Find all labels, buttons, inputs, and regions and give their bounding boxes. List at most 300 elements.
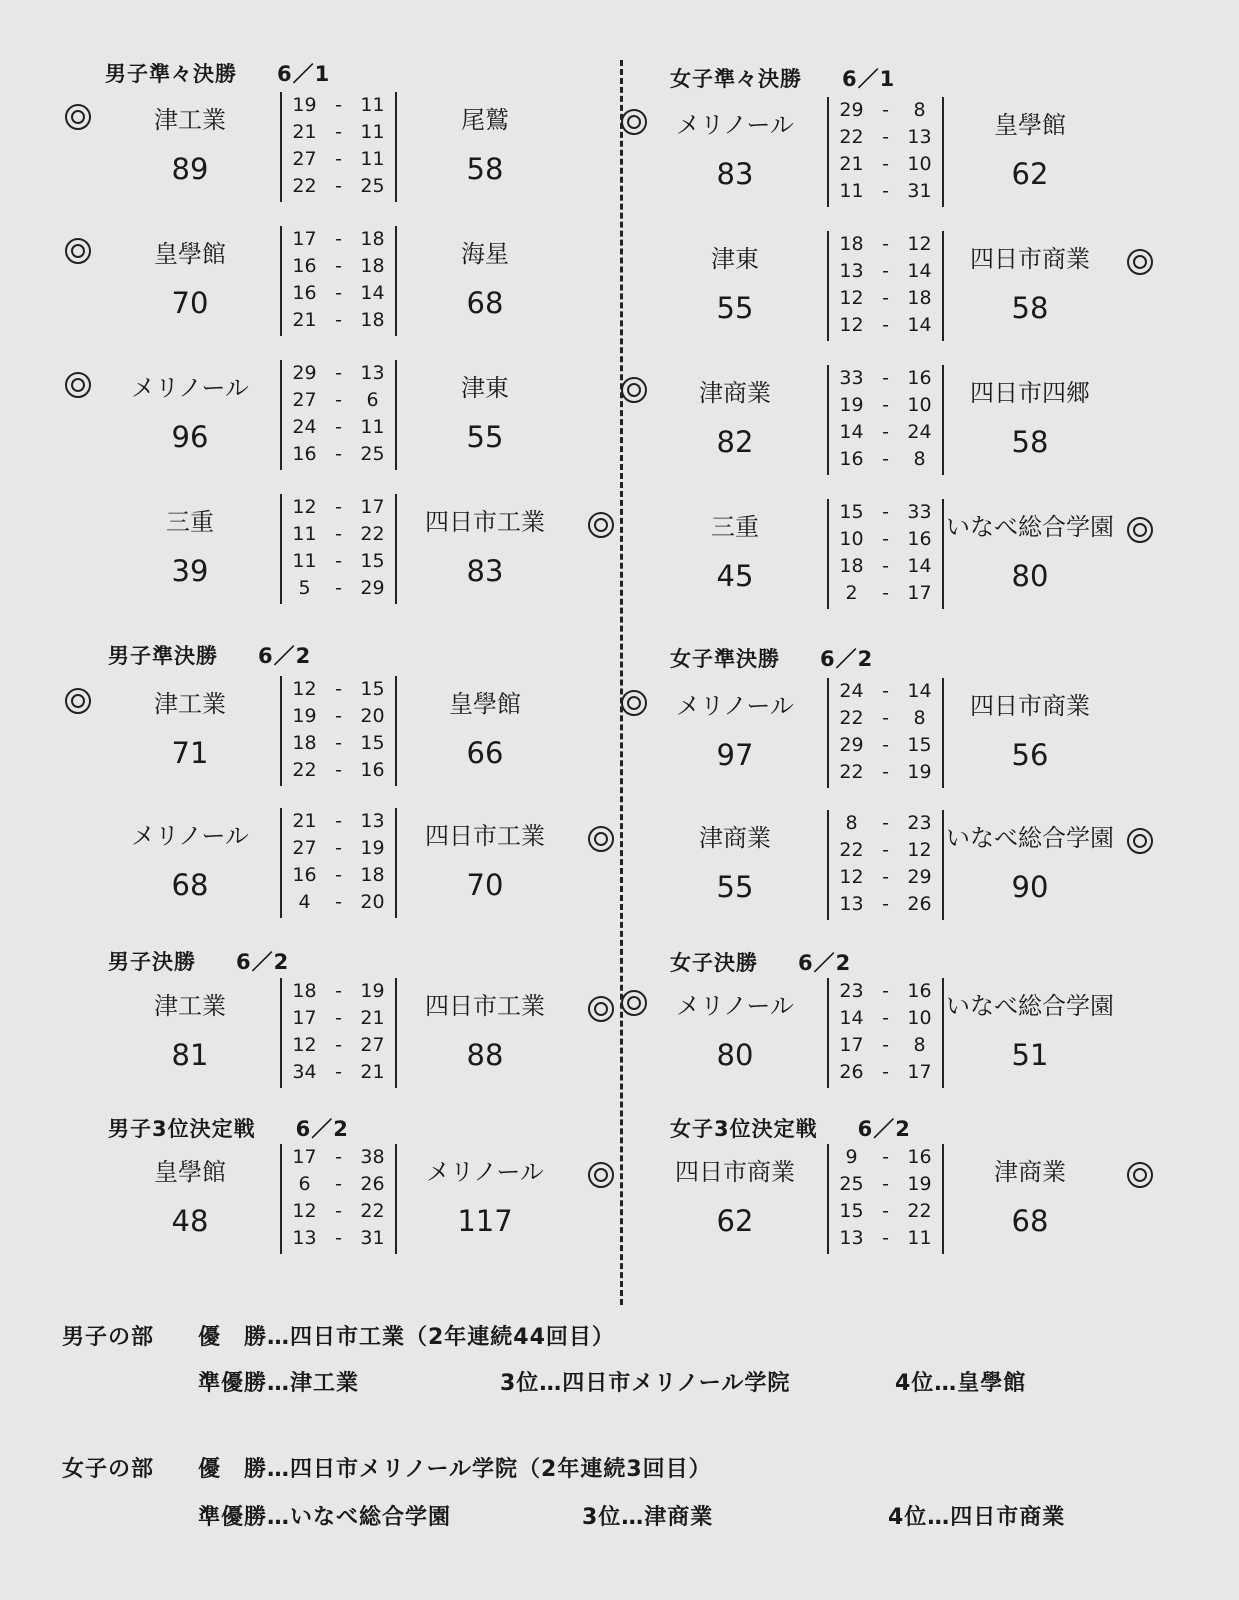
score-separator: - <box>335 255 342 277</box>
game-result <box>0 808 600 920</box>
quarter-score-away: 10 <box>907 1007 932 1029</box>
quarter-row <box>282 757 395 784</box>
score-separator: - <box>335 523 342 545</box>
score-separator: - <box>335 228 342 250</box>
quarter-score-home: 14 <box>839 1007 864 1029</box>
quarter-row <box>829 446 942 473</box>
quarter-score-home: 12 <box>839 314 864 336</box>
score-separator: - <box>882 839 889 861</box>
total-away: 58 <box>1011 425 1049 459</box>
quarter-score-home: 21 <box>292 810 317 832</box>
score-separator: - <box>882 448 889 470</box>
girls-third: 3位…津商業 <box>582 1505 714 1530</box>
quarter-row <box>282 835 395 862</box>
quarter-score-home: 27 <box>292 148 317 170</box>
score-separator: - <box>882 582 889 604</box>
quarter-score-away: 17 <box>907 582 932 604</box>
quarter-scores <box>280 676 397 786</box>
quarter-score-home: 23 <box>839 980 864 1002</box>
score-separator: - <box>882 287 889 309</box>
quarter-score-away: 24 <box>907 421 932 443</box>
score-separator: - <box>882 1173 889 1195</box>
quarter-score-away: 10 <box>907 394 932 416</box>
quarter-score-home: 12 <box>292 496 317 518</box>
team-away: 四日市工業 <box>425 822 545 850</box>
score-separator: - <box>882 99 889 121</box>
score-separator: - <box>882 421 889 443</box>
score-separator: - <box>335 550 342 572</box>
score-separator: - <box>335 1061 342 1083</box>
quarter-score-away: 8 <box>913 1034 926 1056</box>
team-away: メリノール <box>426 1158 544 1186</box>
total-home: 81 <box>171 1038 209 1072</box>
section-title <box>108 946 289 976</box>
quarter-score-home: 4 <box>298 891 311 913</box>
quarter-row <box>829 499 942 526</box>
section-label: 女子決勝 <box>670 951 758 975</box>
quarter-row <box>282 1059 395 1086</box>
quarter-scores <box>827 1144 944 1254</box>
total-away: 68 <box>466 286 504 320</box>
score-separator: - <box>882 893 889 915</box>
team-home: 四日市商業 <box>675 1158 795 1186</box>
winner-mark-icon <box>621 690 647 716</box>
quarter-score-away: 6 <box>366 389 379 411</box>
quarter-score-home: 34 <box>292 1061 317 1083</box>
quarter-scores <box>280 226 397 336</box>
quarter-row <box>829 978 942 1005</box>
boys-column <box>0 0 600 1300</box>
team-away: いなべ総合学園 <box>946 824 1114 852</box>
quarter-score-home: 16 <box>292 282 317 304</box>
quarter-score-away: 15 <box>360 678 385 700</box>
quarter-score-away: 13 <box>907 126 932 148</box>
quarter-row <box>829 705 942 732</box>
total-home: 71 <box>171 736 209 770</box>
boys-champion: 優 勝…四日市工業（2年連続44回目） <box>198 1325 615 1350</box>
boys-runner-up: 準優勝…津工業 <box>198 1371 360 1396</box>
winner-mark-icon <box>621 109 647 135</box>
quarter-score-home: 26 <box>839 1061 864 1083</box>
quarter-score-away: 14 <box>907 555 932 577</box>
quarter-score-away: 11 <box>907 1227 932 1249</box>
team-home: 津商業 <box>699 379 771 407</box>
quarter-score-home: 15 <box>839 1200 864 1222</box>
score-separator: - <box>882 555 889 577</box>
total-home: 45 <box>716 559 754 593</box>
quarter-row <box>282 253 395 280</box>
quarter-row <box>829 124 942 151</box>
score-separator: - <box>335 1007 342 1029</box>
team-away: 四日市四郷 <box>970 379 1090 407</box>
score-separator: - <box>335 891 342 913</box>
winner-mark-icon <box>65 238 91 264</box>
quarter-score-away: 21 <box>360 1061 385 1083</box>
quarter-score-away: 18 <box>907 287 932 309</box>
total-away: 70 <box>466 868 504 902</box>
girls-column <box>610 0 1210 1300</box>
game-result <box>0 92 600 204</box>
quarter-row <box>282 307 395 334</box>
quarter-row <box>282 1032 395 1059</box>
quarter-scores <box>280 1144 397 1254</box>
quarter-score-home: 12 <box>292 678 317 700</box>
winner-mark-icon <box>1127 1162 1153 1188</box>
score-separator: - <box>335 864 342 886</box>
section-label: 女子3位決定戦 <box>670 1117 818 1141</box>
quarter-score-home: 12 <box>839 287 864 309</box>
quarter-row <box>282 441 395 468</box>
score-separator: - <box>882 126 889 148</box>
score-separator: - <box>335 705 342 727</box>
team-home: メリノール <box>131 822 249 850</box>
quarter-scores <box>827 678 944 788</box>
score-separator: - <box>882 260 889 282</box>
quarter-score-home: 12 <box>292 1034 317 1056</box>
game-result <box>605 499 1205 611</box>
quarter-score-away: 11 <box>360 94 385 116</box>
game-result <box>0 676 600 788</box>
score-separator: - <box>882 707 889 729</box>
team-home: メリノール <box>676 111 794 139</box>
quarter-score-away: 11 <box>360 121 385 143</box>
quarter-score-away: 14 <box>360 282 385 304</box>
quarter-row <box>282 494 395 521</box>
quarter-score-away: 33 <box>907 501 932 523</box>
score-separator: - <box>882 1061 889 1083</box>
quarter-row <box>282 1144 395 1171</box>
quarter-score-home: 27 <box>292 837 317 859</box>
score-separator: - <box>882 501 889 523</box>
quarter-score-home: 24 <box>839 680 864 702</box>
score-separator: - <box>882 314 889 336</box>
quarter-score-home: 22 <box>839 761 864 783</box>
score-separator: - <box>335 1200 342 1222</box>
team-home: 三重 <box>711 513 759 541</box>
score-separator: - <box>882 1007 889 1029</box>
team-home: 津商業 <box>699 824 771 852</box>
score-separator: - <box>335 121 342 143</box>
section-date: 6／2 <box>236 950 290 974</box>
score-separator: - <box>882 1227 889 1249</box>
quarter-score-home: 16 <box>292 864 317 886</box>
quarter-row <box>282 548 395 575</box>
quarter-score-home: 22 <box>839 839 864 861</box>
section-label: 男子決勝 <box>108 950 196 974</box>
total-away: 51 <box>1011 1038 1049 1072</box>
quarter-scores <box>280 978 397 1088</box>
quarter-score-home: 16 <box>292 255 317 277</box>
team-away: 津商業 <box>994 1158 1066 1186</box>
quarter-score-home: 25 <box>839 1173 864 1195</box>
team-away: 皇學館 <box>449 690 521 718</box>
score-separator: - <box>335 577 342 599</box>
total-home: 68 <box>171 868 209 902</box>
quarter-row <box>829 1032 942 1059</box>
score-separator: - <box>335 732 342 754</box>
winner-mark-icon <box>1127 828 1153 854</box>
score-separator: - <box>335 389 342 411</box>
team-home: 皇學館 <box>154 1158 226 1186</box>
quarter-row <box>829 1198 942 1225</box>
score-separator: - <box>335 1173 342 1195</box>
quarter-row <box>829 231 942 258</box>
quarter-row <box>829 258 942 285</box>
quarter-row <box>282 173 395 200</box>
quarter-score-home: 29 <box>839 99 864 121</box>
total-away: 62 <box>1011 157 1049 191</box>
quarter-row <box>282 676 395 703</box>
quarter-score-away: 13 <box>360 362 385 384</box>
game-result <box>0 978 600 1090</box>
quarter-score-away: 20 <box>360 705 385 727</box>
winner-mark-icon <box>65 372 91 398</box>
quarter-row <box>282 1171 395 1198</box>
quarter-score-home: 16 <box>839 448 864 470</box>
quarter-row <box>829 810 942 837</box>
score-separator: - <box>882 153 889 175</box>
quarter-row <box>282 730 395 757</box>
total-away: 56 <box>1011 738 1049 772</box>
winner-mark-icon <box>65 688 91 714</box>
section-title <box>108 1113 349 1143</box>
quarter-score-away: 29 <box>360 577 385 599</box>
section-title <box>108 640 311 670</box>
quarter-row <box>829 891 942 918</box>
quarter-score-home: 16 <box>292 443 317 465</box>
quarter-score-away: 26 <box>907 893 932 915</box>
quarter-row <box>829 392 942 419</box>
score-separator: - <box>335 810 342 832</box>
quarter-row <box>829 97 942 124</box>
quarter-scores <box>827 810 944 920</box>
quarter-row <box>829 1059 942 1086</box>
quarter-score-away: 27 <box>360 1034 385 1056</box>
quarter-score-home: 21 <box>292 121 317 143</box>
score-separator: - <box>335 759 342 781</box>
quarter-score-home: 10 <box>839 528 864 550</box>
quarter-row <box>829 1225 942 1252</box>
total-home: 55 <box>716 291 754 325</box>
team-home: 三重 <box>166 508 214 536</box>
score-separator: - <box>335 309 342 331</box>
quarter-score-home: 33 <box>839 367 864 389</box>
quarter-row <box>282 280 395 307</box>
quarter-row <box>282 92 395 119</box>
total-home: 39 <box>171 554 209 588</box>
section-title <box>670 1113 911 1143</box>
quarter-row <box>282 889 395 916</box>
game-result <box>0 494 600 606</box>
quarter-score-home: 17 <box>292 1146 317 1168</box>
total-away: 117 <box>457 1204 513 1238</box>
quarter-score-home: 22 <box>292 175 317 197</box>
quarter-score-away: 18 <box>360 228 385 250</box>
quarter-score-home: 6 <box>298 1173 311 1195</box>
total-home: 89 <box>171 152 209 186</box>
quarter-score-home: 12 <box>839 866 864 888</box>
quarter-score-away: 22 <box>907 1200 932 1222</box>
quarter-score-home: 29 <box>839 734 864 756</box>
section-date: 6／2 <box>857 1117 911 1141</box>
quarter-row <box>829 1144 942 1171</box>
section-label: 女子準々決勝 <box>670 67 802 91</box>
team-away: 海星 <box>461 240 509 268</box>
score-separator: - <box>335 1146 342 1168</box>
quarter-score-away: 31 <box>907 180 932 202</box>
score-separator: - <box>882 394 889 416</box>
quarter-score-home: 2 <box>845 582 858 604</box>
winner-mark-icon <box>621 377 647 403</box>
winner-mark-icon <box>621 990 647 1016</box>
quarter-score-away: 8 <box>913 707 926 729</box>
team-home: 津東 <box>711 245 759 273</box>
quarter-scores <box>280 808 397 918</box>
quarter-row <box>829 178 942 205</box>
section-title <box>670 643 873 673</box>
quarter-row <box>282 575 395 602</box>
quarter-row <box>829 678 942 705</box>
quarter-score-home: 17 <box>292 1007 317 1029</box>
girls-champion: 優 勝…四日市メリノール学院（2年連続3回目） <box>198 1457 712 1482</box>
quarter-score-away: 15 <box>360 732 385 754</box>
quarter-score-away: 19 <box>907 761 932 783</box>
section-label: 男子準々決勝 <box>105 62 237 86</box>
score-separator: - <box>335 94 342 116</box>
team-home: 津工業 <box>154 992 226 1020</box>
quarter-score-away: 12 <box>907 233 932 255</box>
quarter-row <box>282 146 395 173</box>
quarter-score-home: 21 <box>292 309 317 331</box>
quarter-score-home: 18 <box>839 555 864 577</box>
quarter-score-away: 22 <box>360 1200 385 1222</box>
section-label: 女子準決勝 <box>670 647 780 671</box>
quarter-row <box>282 414 395 441</box>
quarter-score-away: 22 <box>360 523 385 545</box>
total-away: 90 <box>1011 870 1049 904</box>
quarter-score-away: 15 <box>360 550 385 572</box>
quarter-score-home: 17 <box>839 1034 864 1056</box>
quarter-score-away: 10 <box>907 153 932 175</box>
quarter-row <box>829 864 942 891</box>
quarter-row <box>282 862 395 889</box>
quarter-row <box>829 837 942 864</box>
total-away: 58 <box>1011 291 1049 325</box>
total-away: 55 <box>466 420 504 454</box>
quarter-score-home: 18 <box>292 980 317 1002</box>
score-separator: - <box>882 980 889 1002</box>
total-home: 83 <box>716 157 754 191</box>
quarter-row <box>829 1171 942 1198</box>
total-away: 83 <box>466 554 504 588</box>
quarter-score-home: 15 <box>839 501 864 523</box>
quarter-row <box>829 312 942 339</box>
quarter-row <box>829 1005 942 1032</box>
score-separator: - <box>882 734 889 756</box>
team-away: 四日市工業 <box>425 508 545 536</box>
quarter-score-home: 19 <box>292 705 317 727</box>
total-home: 97 <box>716 738 754 772</box>
score-separator: - <box>335 678 342 700</box>
total-away: 88 <box>466 1038 504 1072</box>
game-result <box>605 810 1205 922</box>
quarter-row <box>829 732 942 759</box>
quarter-scores <box>827 978 944 1088</box>
quarter-score-away: 17 <box>907 1061 932 1083</box>
girls-fourth: 4位…四日市商業 <box>888 1505 1066 1530</box>
quarter-score-away: 8 <box>913 99 926 121</box>
quarter-row <box>829 151 942 178</box>
game-result <box>605 1144 1205 1256</box>
quarter-score-home: 14 <box>839 421 864 443</box>
quarter-score-away: 11 <box>360 148 385 170</box>
game-result <box>605 97 1205 209</box>
girls-runner-up: 準優勝…いなべ総合学園 <box>198 1505 452 1530</box>
quarter-score-away: 16 <box>907 528 932 550</box>
total-away: 68 <box>1011 1204 1049 1238</box>
quarter-scores <box>827 97 944 207</box>
score-separator: - <box>335 282 342 304</box>
total-home: 55 <box>716 870 754 904</box>
quarter-score-away: 14 <box>907 260 932 282</box>
game-result <box>605 365 1205 477</box>
score-separator: - <box>335 175 342 197</box>
score-separator: - <box>882 812 889 834</box>
total-away: 58 <box>466 152 504 186</box>
score-separator: - <box>335 837 342 859</box>
boys-fourth: 4位…皇學館 <box>895 1371 1027 1396</box>
quarter-score-home: 11 <box>839 180 864 202</box>
quarter-score-away: 26 <box>360 1173 385 1195</box>
quarter-score-home: 13 <box>839 1227 864 1249</box>
game-result <box>605 678 1205 790</box>
team-away: いなべ総合学園 <box>946 513 1114 541</box>
score-separator: - <box>882 866 889 888</box>
quarter-score-home: 13 <box>839 260 864 282</box>
quarter-score-away: 31 <box>360 1227 385 1249</box>
quarter-row <box>282 119 395 146</box>
quarter-row <box>282 978 395 1005</box>
quarter-score-away: 13 <box>360 810 385 832</box>
section-date: 6／2 <box>258 644 312 668</box>
quarter-score-home: 11 <box>292 550 317 572</box>
quarter-score-home: 27 <box>292 389 317 411</box>
quarter-row <box>282 226 395 253</box>
quarter-score-away: 11 <box>360 416 385 438</box>
score-separator: - <box>882 1146 889 1168</box>
team-away: 皇學館 <box>994 111 1066 139</box>
boys-third: 3位…四日市メリノール学院 <box>500 1371 791 1396</box>
score-separator: - <box>335 416 342 438</box>
quarter-score-home: 29 <box>292 362 317 384</box>
quarter-scores <box>280 92 397 202</box>
quarter-scores <box>827 231 944 341</box>
team-home: メリノール <box>131 374 249 402</box>
quarter-score-home: 22 <box>292 759 317 781</box>
quarter-scores <box>280 360 397 470</box>
total-home: 82 <box>716 425 754 459</box>
quarter-row <box>829 526 942 553</box>
score-separator: - <box>882 761 889 783</box>
section-label: 男子準決勝 <box>108 644 218 668</box>
team-home: 津工業 <box>154 106 226 134</box>
section-label: 男子3位決定戦 <box>108 1117 256 1141</box>
quarter-score-home: 22 <box>839 126 864 148</box>
total-away: 80 <box>1011 559 1049 593</box>
quarter-score-home: 17 <box>292 228 317 250</box>
quarter-score-away: 21 <box>360 1007 385 1029</box>
quarter-score-away: 25 <box>360 443 385 465</box>
